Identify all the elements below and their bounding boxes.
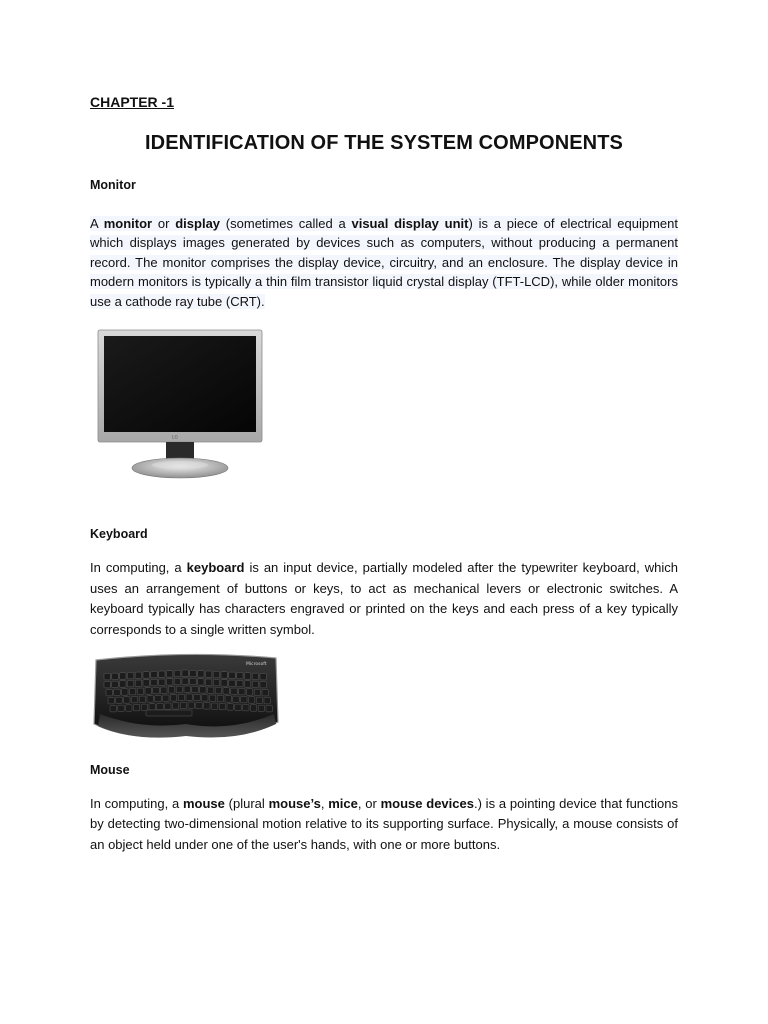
- keyboard-key-shape: [188, 702, 194, 708]
- keyboard-key-shape: [221, 680, 227, 686]
- keyboard-key-shape: [209, 695, 215, 701]
- keyboard-key-shape: [159, 671, 165, 677]
- keyboard-key-shape: [149, 704, 155, 710]
- text-run: is an input device, partially modeled after the typewriter keyboard, which uses an arrangement of buttons or keys, to act as mechanical levers or electronic switches. A keyboard typically has characters engraved or printed on the keys and each press of a key typically corresponds to a single written symbol.: [90, 560, 678, 637]
- keyboard-key-shape: [227, 704, 233, 710]
- keyboard-key-shape: [135, 672, 141, 678]
- keyboard-key-shape: [254, 689, 260, 695]
- keyboard-key-shape: [170, 695, 176, 701]
- page-title: IDENTIFICATION OF THE SYSTEM COMPONENTS: [145, 132, 623, 154]
- keyboard-key-shape: [235, 704, 241, 710]
- keyboard-key-shape: [161, 687, 167, 693]
- text-run: A: [90, 216, 104, 231]
- keyboard-key-shape: [211, 703, 217, 709]
- text-run: (sometimes called a: [220, 216, 352, 231]
- keyboard-key-shape: [184, 686, 190, 692]
- text-run: , or: [357, 796, 381, 811]
- keyboard-key-shape: [252, 673, 258, 679]
- keyboard-key-shape: [122, 689, 128, 695]
- keyboard-key-shape: [157, 703, 163, 709]
- keyboard-key-shape: [126, 705, 132, 711]
- keyboard-key-shape: [244, 681, 250, 687]
- keyboard-key-shape: [180, 702, 186, 708]
- keyboard-key-shape: [124, 697, 130, 703]
- keyboard-key-shape: [241, 696, 247, 702]
- keyboard-key-shape: [192, 686, 198, 692]
- monitor-image: [92, 326, 270, 482]
- keyboard-key-shape: [137, 688, 143, 694]
- keyboard-key-shape: [246, 689, 252, 695]
- bold-term: mouse devices: [380, 796, 474, 811]
- bold-term: visual display unit: [351, 216, 469, 231]
- keyboard-key-shape: [112, 681, 118, 687]
- keyboard-paragraph: [90, 558, 678, 640]
- keyboard-key-shape: [250, 705, 256, 711]
- keyboard-key-shape: [186, 694, 192, 700]
- keyboard-key-shape: [225, 696, 231, 702]
- keyboard-key-shape: [151, 679, 157, 685]
- keyboard-key-shape: [110, 706, 116, 712]
- svg-text:Microsoft: Microsoft: [246, 662, 267, 667]
- text-run: In computing, a: [90, 560, 187, 575]
- bold-term: monitor: [103, 216, 153, 231]
- bold-term: mouse: [182, 796, 225, 811]
- keyboard-key-shape: [116, 697, 122, 703]
- keyboard-key-shape: [112, 673, 118, 679]
- keyboard-key-shape: [108, 698, 114, 704]
- keyboard-key-shape: [145, 688, 151, 694]
- keyboard-key-shape: [219, 703, 225, 709]
- mouse-paragraph: [90, 794, 678, 855]
- keyboard-key-shape: [237, 672, 243, 678]
- keyboard-key-shape: [165, 703, 171, 709]
- keyboard-key-shape: [176, 686, 182, 692]
- keyboard-key-shape: [262, 690, 268, 696]
- keyboard-key-shape: [178, 694, 184, 700]
- keyboard-key-shape: [264, 698, 270, 704]
- keyboard-key-shape: [118, 705, 124, 711]
- keyboard-key-shape: [153, 687, 159, 693]
- keyboard-key-shape: [198, 679, 204, 685]
- keyboard-key-shape: [231, 688, 237, 694]
- keyboard-key-shape: [127, 680, 133, 686]
- keyboard-key-shape: [151, 671, 157, 677]
- bold-term: mouse’s: [268, 796, 321, 811]
- keyboard-key-shape: [221, 672, 227, 678]
- keyboard-key-shape: [243, 704, 249, 710]
- bold-term: keyboard: [186, 560, 245, 575]
- keyboard-key-shape: [182, 670, 188, 676]
- monitor-paragraph-text: [90, 216, 678, 309]
- monitor-heading: Monitor: [90, 178, 136, 192]
- keyboard-key-shape: [166, 671, 172, 677]
- keyboard-key-shape: [223, 688, 229, 694]
- keyboard-key-shape: [205, 679, 211, 685]
- keyboard-key-shape: [127, 672, 133, 678]
- chapter-label: CHAPTER -1: [90, 94, 175, 110]
- keyboard-key-shape: [229, 680, 235, 686]
- keyboard-key-shape: [174, 678, 180, 684]
- bold-term: display: [175, 216, 221, 231]
- keyboard-key-shape: [244, 673, 250, 679]
- keyboard-key-shape: [172, 703, 178, 709]
- keyboard-key-shape: [229, 672, 235, 678]
- text-run: or: [152, 216, 176, 231]
- keyboard-key-shape: [133, 704, 139, 710]
- keyboard-key-shape: [155, 695, 161, 701]
- keyboard-key-shape: [213, 671, 219, 677]
- keyboard-key-shape: [168, 687, 174, 693]
- keyboard-key-shape: [202, 695, 208, 701]
- text-run: In computing, a: [90, 796, 183, 811]
- keyboard-key-shape: [260, 674, 266, 680]
- keyboard-key-shape: [131, 696, 137, 702]
- keyboard-key-shape: [143, 672, 149, 678]
- keyboard-key-shape: [104, 682, 110, 688]
- keyboard-key-shape: [135, 680, 141, 686]
- keyboard-key-shape: [266, 706, 272, 712]
- keyboard-key-shape: [163, 695, 169, 701]
- keyboard-key-shape: [182, 678, 188, 684]
- keyboard-key-shape: [237, 680, 243, 686]
- keyboard-key-shape: [194, 694, 200, 700]
- text-run: .) is a pointing device that functions by detecting two-dimensional motion relative to its supporting surface. Physically, a mouse consists of an object held under one of the user's hands, with one or more buttons.: [90, 796, 678, 852]
- keyboard-key-shape: [204, 703, 210, 709]
- keyboard-key-shape: [215, 687, 221, 693]
- keyboard-key-shape: [147, 696, 153, 702]
- keyboard-key-shape: [198, 671, 204, 677]
- keyboard-key-shape: [120, 681, 126, 687]
- keyboard-key-shape: [174, 670, 180, 676]
- keyboard-key-shape: [129, 688, 135, 694]
- mouse-heading: Mouse: [90, 763, 130, 777]
- keyboard-key-shape: [196, 702, 202, 708]
- keyboard-key-shape: [190, 678, 196, 684]
- keyboard-key-shape: [256, 697, 262, 703]
- keyboard-heading: Keyboard: [90, 527, 148, 541]
- monitor-paragraph: [90, 214, 678, 311]
- keyboard-key-shape: [239, 688, 245, 694]
- keyboard-key-shape: [207, 687, 213, 693]
- keyboard-key-shape: [106, 690, 112, 696]
- keyboard-key-shape: [248, 697, 254, 703]
- keyboard-key-shape: [120, 673, 126, 679]
- keyboard-spacebar-shape: [146, 710, 192, 716]
- keyboard-key-shape: [260, 682, 266, 688]
- keyboard-key-shape: [233, 696, 239, 702]
- keyboard-key-shape: [258, 705, 264, 711]
- keyboard-key-shape: [104, 674, 110, 680]
- bold-term: mice: [328, 796, 358, 811]
- text-run: ,: [320, 796, 329, 811]
- keyboard-key-shape: [252, 681, 258, 687]
- keyboard-key-shape: [205, 671, 211, 677]
- keyboard-key-shape: [114, 689, 120, 695]
- keyboard-key-shape: [190, 670, 196, 676]
- text-run: ) is a piece of electrical equipment which displays images generated by devices such as computers, without producing a permanent record. The monitor comprises the display device, circuitry, and an enclosure. The display device in modern monitors is typically a thin film transistor liquid crystal display (TFT-LCD), while older monitors use a cathode ray tube (CRT).: [90, 216, 678, 309]
- keyboard-key-shape: [166, 679, 172, 685]
- keyboard-key-shape: [200, 687, 206, 693]
- text-run: (plural: [224, 796, 269, 811]
- keyboard-key-shape: [139, 696, 145, 702]
- keyboard-image: [90, 652, 282, 742]
- keyboard-key-shape: [141, 704, 147, 710]
- keyboard-key-shape: [159, 679, 165, 685]
- svg-text:LG: LG: [172, 435, 178, 441]
- keyboard-key-shape: [213, 679, 219, 685]
- keyboard-key-shape: [143, 680, 149, 686]
- keyboard-key-shape: [217, 695, 223, 701]
